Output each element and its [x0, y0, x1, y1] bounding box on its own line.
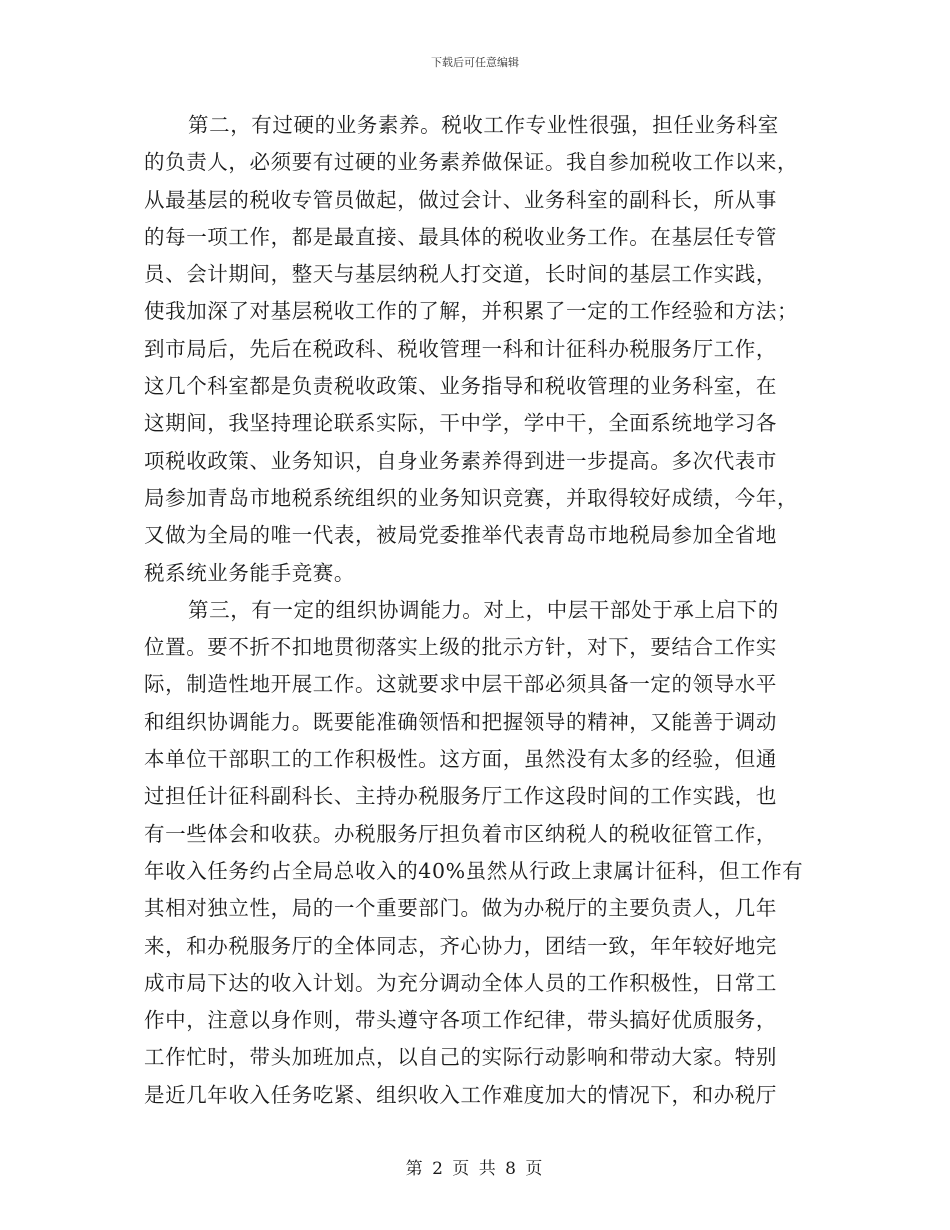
paragraph-line: 的每一项工作，都是最直接、最具体的税收业务工作。在基层任专管	[144, 224, 777, 249]
paragraph-line: 有一些体会和收获。办税服务厅担负着市区纳税人的税收征管工作，	[144, 821, 777, 846]
paragraph-line: 本单位干部职工的工作积极性。这方面，虽然没有太多的经验，但通	[144, 747, 777, 772]
header-note: 下载后可任意编辑	[431, 56, 519, 69]
paragraph-line: 项税收政策、业务知识，自身业务素养得到进一步提高。多次代表市	[144, 448, 777, 473]
paragraph-line: 位置。要不折不扣地贯彻落实上级的批示方针，对下，要结合工作实	[144, 635, 777, 660]
document-body	[144, 107, 812, 1114]
paragraph-line: 税系统业务能手竞赛。	[144, 560, 355, 585]
paragraph-line: 际，制造性地开展工作。这就要求中层干部必须具备一定的领导水平	[144, 672, 777, 697]
paragraph-line: 成市局下达的收入计划。为充分调动全体人员的工作积极性，日常工	[144, 970, 777, 995]
paragraph-line: 和组织协调能力。既要能准确领悟和把握领导的精神，又能善于调动	[144, 709, 777, 734]
paragraph-line: 来，和办税服务厅的全体同志，齐心协力，团结一致，年年较好地完	[144, 933, 777, 958]
paragraph-line: 其相对独立性，局的一个重要部门。做为办税厅的主要负责人，几年	[144, 896, 777, 921]
paragraph-line: 又做为全局的唯一代表，被局党委推举代表青岛市地税局参加全省地	[144, 523, 777, 548]
paragraph-line: 从最基层的税收专管员做起，做过会计、业务科室的副科长，所从事	[144, 187, 777, 212]
paragraph-line: 是近几年收入任务吃紧、组织收入工作难度加大的情况下，和办税厅	[144, 1082, 777, 1107]
paragraph-line: 这期间，我坚持理论联系实际，干中学，学中干，全面系统地学习各	[144, 411, 777, 436]
paragraph-line: 作中，注意以身作则，带头遵守各项工作纪律，带头搞好优质服务，	[144, 1008, 777, 1033]
paragraph-line: 工作忙时，带头加班加点，以自己的实际行动影响和带动大家。特别	[144, 1045, 777, 1070]
paragraph-line: 的负责人，必须要有过硬的业务素养做保证。我自参加税收工作以来，	[144, 150, 799, 175]
paragraph-line: 第三，有一定的组织协调能力。对上，中层干部处于承上启下的	[188, 597, 779, 622]
paragraph-line: 过担任计征科副科长、主持办税服务厅工作这段时间的工作实践，也	[144, 784, 777, 809]
paragraph-line: 员、会计期间，整天与基层纳税人打交道，长时间的基层工作实践，	[144, 262, 777, 287]
paragraph-line: 到市局后，先后在税政科、税收管理一科和计征科办税服务厅工作，	[144, 336, 777, 361]
paragraph-line: 使我加深了对基层税收工作的了解，并积累了一定的工作经验和方法；	[144, 299, 799, 324]
paragraph-line: 年收入任务约占全局总收入的40%虽然从行政上隶属计征科，但工作有	[144, 858, 804, 883]
paragraph-line: 局参加青岛市地税系统组织的业务知识竞赛，并取得较好成绩，今年，	[144, 485, 799, 510]
paragraph-line: 这几个科室都是负责税收政策、业务指导和税收管理的业务科室，在	[144, 374, 777, 399]
paragraph-line: 第二，有过硬的业务素养。税收工作专业性很强，担任业务科室	[188, 113, 779, 137]
page-number: 第 2 页 共 8 页	[405, 1159, 545, 1179]
